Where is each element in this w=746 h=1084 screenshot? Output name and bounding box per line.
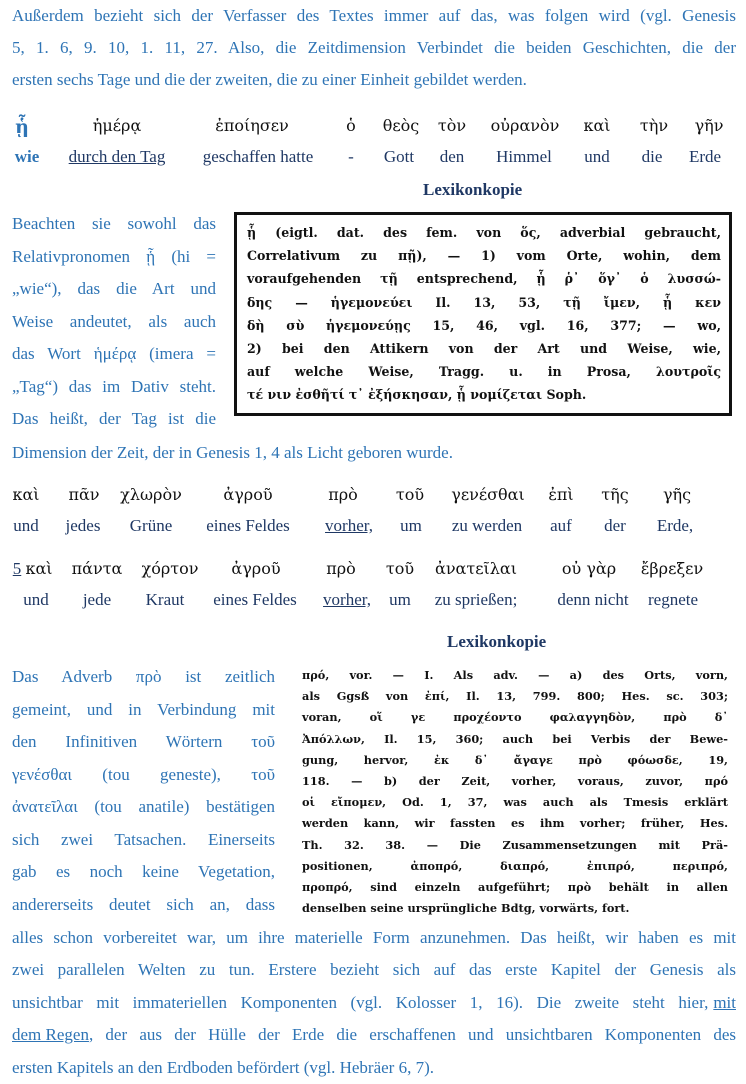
german-word: um	[400, 516, 422, 535]
german-word: Gott	[383, 147, 415, 166]
interlinear-2-greek	[0, 481, 746, 511]
continuation-line: Dimension der Zeit, der in Genesis 1, 4 als Licht geboren wurde.	[12, 443, 453, 462]
interlinear-3-greek	[0, 555, 746, 585]
sidebar-line: Relativpronomen ᾗ (hi =	[12, 246, 216, 266]
greek-word: ἀγροῦ	[223, 485, 273, 504]
greek-word: ἐπὶ	[548, 485, 574, 504]
lexikon-line: Ἀπόλλων, Il. 15, 360; auch bei Verbis der Bewe-	[302, 731, 728, 746]
lexikon-1-sidebar	[12, 208, 216, 436]
german-word: Himmel	[496, 147, 552, 166]
german-word: Grüne	[129, 516, 173, 535]
greek-word: ἀγροῦ	[231, 559, 281, 578]
lexikon-line: positionen, ἀποπρό, διαπρό, ἐπιπρό, περιπρό,	[302, 858, 728, 873]
german-word: jede	[82, 590, 112, 609]
lexikon-line: auf welche Weise, Tragg. u. in Prosa, λουτροῖς	[247, 364, 721, 380]
lexikon-line: οἱ εἴπομεν, Od. 1, 37, was auch als Tmesis erklärt	[302, 795, 728, 810]
sidebar-line: andererseits deutet sich an, dass	[12, 894, 275, 914]
german-word: eines Feldes	[206, 516, 290, 535]
lexikon-line: werden kann, wir fassten es ihm vorher; früher, Hes.	[302, 816, 728, 831]
lexikon-line: 118. — b) der Zeit, vorher, voraus, zuvor, πρό	[302, 773, 728, 788]
german-word: und	[13, 516, 39, 535]
sidebar-line: den Infinitiven Wörtern τοῦ	[12, 732, 275, 751]
interlinear-3-german	[0, 586, 746, 616]
greek-word: ἐποίησεν	[215, 116, 289, 135]
greek-word: ἀνατεῖλαι	[435, 559, 517, 578]
german-word: zu sprießen;	[434, 590, 518, 609]
greek-word: οὐρανὸν	[490, 116, 560, 135]
german-word: Kraut	[145, 590, 185, 609]
german-word: eines Feldes	[213, 590, 297, 609]
sidebar-line: „wie“), das die Art und	[12, 279, 216, 298]
greek-word: ᾗ	[15, 116, 29, 138]
lexikon-line: Correlativum zu πῇ), — 1) vom Orte, wohin, dem	[247, 248, 721, 264]
german-word: durch den Tag	[68, 147, 166, 166]
sidebar-line: gab es noch keine Vegetation,	[12, 862, 275, 881]
verse-number: 5	[12, 559, 22, 578]
german-word: -	[348, 147, 354, 166]
lexikon-heading-1: Lexikonkopie	[423, 180, 523, 199]
german-word: Erde,	[656, 516, 694, 535]
greek-word: τοῦ	[385, 559, 415, 578]
lexikon-line: πρό, vor. — I. Als adv. — a) des Orts, vorn,	[302, 668, 728, 682]
lexikon-line: voran, οἵ γε προχέοντο φαλαγγηδὸν, πρὸ δ᾽	[302, 710, 728, 725]
closing-line-5: ersten Kapitels an den Erdboden befördert (vgl. Hebräer 6, 7).	[12, 1057, 435, 1077]
german-word: Erde	[688, 147, 722, 166]
closing-line-3-text: unsichtbar mit immateriellen Komponenten (vgl. Kolosser 1, 16). Die zweite steht hier,	[12, 992, 709, 1012]
greek-word: καὶ	[12, 485, 40, 504]
german-word: auf	[550, 516, 572, 535]
german-word: die	[641, 147, 663, 166]
german-word: denn nicht	[557, 590, 629, 609]
sidebar-line: gemeint, und in Verbindung mit	[12, 699, 275, 719]
closing-line-1: alles schon vorbereitet war, um ihre materielle Form anzunehmen. Das heißt, wir haben es mit	[12, 928, 736, 947]
lexikon-line: als Ggsß von ἐπί, Il. 13, 799. 800; Hes. sc. 303;	[302, 689, 728, 704]
closing-line-2: zwei parallelen Welten zu tun. Erstere bezieht sich auf das erste Kapitel der Genesis als	[12, 960, 736, 980]
german-word: vorher,	[323, 590, 371, 609]
greek-word: τῆς	[601, 485, 629, 504]
greek-word: τὴν	[639, 116, 669, 135]
sidebar-line: sich zwei Tatsachen. Einerseits	[12, 829, 275, 849]
rain-link-part-2[interactable]: dem Regen	[12, 1025, 89, 1045]
greek-word: ὁ	[346, 116, 356, 135]
interlinear-2-german	[0, 512, 746, 542]
rain-link-part-1[interactable]: mit	[713, 992, 736, 1012]
intro-line-2: 5, 1. 6, 9. 10, 1. 11, 27. Also, die Zeitdimension Verbindet die beiden Geschichten, die der	[12, 38, 736, 57]
closing-line-4	[12, 1019, 736, 1051]
closing-line-4-text: , der aus der Hülle der Erde die erschaffenen und unsichtbaren Komponenten des	[88, 1025, 736, 1045]
lexikon-heading-2: Lexikonkopie	[447, 632, 547, 651]
lexikon-line: denselben seine ursprüngliche Bdtg, vorwärts, fort.	[302, 901, 630, 916]
lexikon-2-sidebar	[12, 661, 275, 921]
german-word: und	[584, 147, 610, 166]
greek-word: πάντα	[71, 559, 123, 578]
sidebar-line: Beachten sie sowohl das	[12, 214, 216, 233]
interlinear-1-german	[0, 143, 746, 173]
lexikon-line: Th. 32. 38. — Die Zusammensetzungen mit Prä-	[302, 837, 728, 852]
lexikon-1-continuation	[12, 437, 736, 469]
sidebar-line: γενέσθαι (tou geneste), τοῦ	[12, 764, 275, 784]
german-word: geschaffen hatte	[202, 147, 314, 166]
greek-word: τὸν	[437, 116, 467, 135]
german-word: vorher,	[325, 516, 373, 535]
sidebar-line: das Wort ἡμέρᾳ (imera =	[12, 344, 216, 363]
lexikon-line: προπρό, sind einzeln aufgeführt; πρὸ behält in allen	[302, 879, 728, 894]
greek-word: καὶ	[25, 559, 53, 578]
lexikon-1-scan	[234, 212, 732, 416]
sidebar-line: Das heißt, der Tag ist die	[12, 409, 216, 428]
greek-word: ἔβρεξεν	[640, 559, 704, 578]
german-word: wie	[14, 147, 40, 166]
german-word: und	[23, 590, 49, 609]
lexikon-line: 2) bei den Attikern von der Art und Weise, wie,	[247, 340, 721, 356]
lexikon-line: δὴ σὺ ἡγεμονεύῃς 15, 46, vgl. 16, 377; — wo,	[247, 317, 721, 333]
greek-word: γῆς	[662, 485, 692, 504]
lexikon-line: δης — ἡγεμονεύει Il. 13, 53, τῇ ἴμεν, ᾗ κεν	[247, 294, 721, 310]
greek-word: γενέσθαι	[451, 485, 525, 504]
intro-line-3: ersten sechs Tage und die der zweiten, die zu einer Einheit gebildet werden.	[12, 70, 527, 89]
greek-word: πᾶν	[68, 485, 100, 504]
closing-paragraph	[12, 922, 736, 1084]
greek-word: τοῦ	[395, 485, 425, 504]
closing-line-3	[12, 987, 736, 1019]
greek-word: ἡμέρᾳ	[92, 116, 142, 135]
sidebar-line: „Tag“) das im Dativ steht.	[12, 376, 216, 396]
greek-word: πρὸ	[328, 485, 358, 504]
lexikon-line: voraufgehenden τῇ entsprechend, ᾗ ῥ᾽ ὅγ᾽ ὁ λυσσώ-	[247, 271, 721, 287]
intro-paragraph	[12, 0, 736, 96]
lexikon-line: ᾗ (eigtl. dat. des fem. von ὅς, adverbial gebraucht,	[247, 225, 721, 240]
greek-word: οὐ γὰρ	[561, 559, 617, 578]
sidebar-line: ἀνατεῖλαι (tou anatile) bestätigen	[12, 797, 275, 816]
greek-word: καὶ	[583, 116, 611, 135]
greek-word: πρὸ	[326, 559, 356, 578]
greek-word: χλωρὸν	[120, 485, 182, 504]
german-word: jedes	[65, 516, 101, 535]
greek-word: γῆν	[694, 116, 724, 135]
lexikon-line: τέ νιν ἐσθῆτί τ᾽ ἐξήσκησαν, ᾗ νομίζεται Soph.	[247, 387, 587, 403]
lexikon-line: gung, hervor, ἐκ δ᾽ ἄγαγε πρὸ φόωσδε, 19,	[302, 752, 728, 767]
german-word: zu werden	[451, 516, 523, 535]
sidebar-line: Das Adverb πρὸ ist zeitlich	[12, 667, 275, 686]
german-word: regnete	[647, 590, 699, 609]
sidebar-line: Weise andeutet, als auch	[12, 311, 216, 331]
greek-word: θεὸς	[382, 116, 420, 135]
german-word: um	[389, 590, 411, 609]
interlinear-1-greek	[0, 112, 746, 142]
german-word: den	[439, 147, 465, 166]
greek-word: χόρτον	[141, 559, 199, 578]
lexikon-2-scan	[298, 664, 732, 920]
german-word: der	[604, 516, 626, 535]
intro-line-1: Außerdem bezieht sich der Verfasser des Textes immer auf das, was folgen wird (vgl. Genesis	[12, 6, 736, 25]
